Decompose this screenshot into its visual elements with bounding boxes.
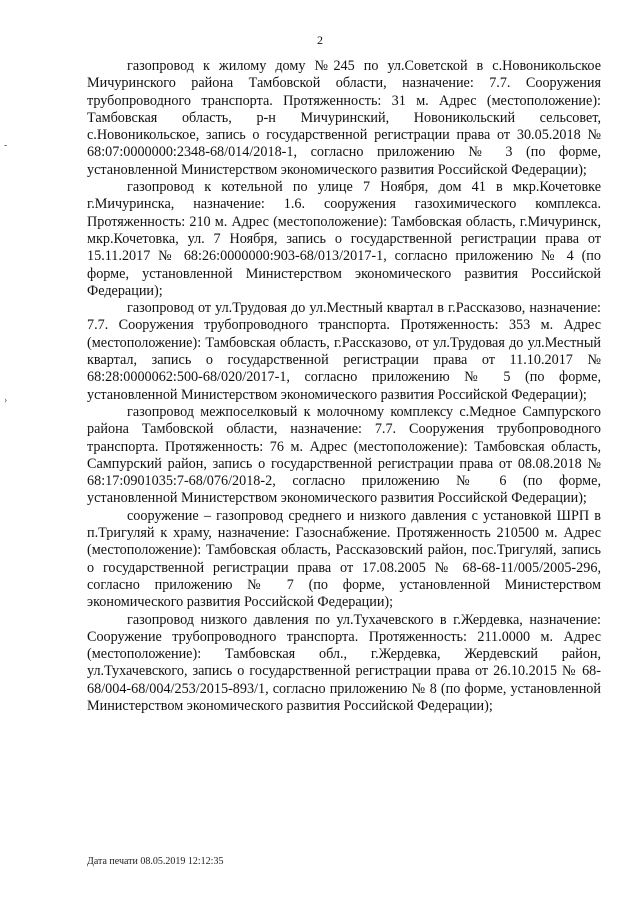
page-number: 2 bbox=[317, 33, 323, 47]
paragraph-item: сооружение – газопровод среднего и низкого давления с установкой ШРП в п.Тригуляй к храму, назначение: Газоснабжение. Протяженность 210500 м. Адрес (местоположение): Тамбовская область, Рассказовский район, пос.Тригуляй, запись о государственной регистрации права от 17.08.2005 № 68-68-11/005/2005-296, согласно приложению № 7 (по форме, установленной Министерством экономического развития Российской Федерации); bbox=[87, 507, 601, 611]
paragraph-item: газопровод низкого давления по ул.Тухачевского в г.Жердевка, назначение: Сооружение трубопроводного транспорта. Протяженность: 211.0000 м. Адрес (местоположение): Тамбовская обл., г.Жердевка, Жердевский район, ул.Тухачевского, запись о государственной регистрации права от 26.10.2015 № 68-68/004-68/004/253/2015-893/1, согласно приложению № 8 (по форме, установленной Министерством экономического развития Российской Федерации); bbox=[87, 611, 601, 714]
margin-mark: - bbox=[4, 140, 8, 151]
paragraph-item: газопровод от ул.Трудовая до ул.Местный квартал в г.Рассказово, назначение: 7.7. Сооружения трубопроводного транспорта. Протяженность: 353 м. Адрес (местоположение): Тамбовская область, г.Рассказово, от ул.Трудовая до ул.Местный квартал, запись о государственной регистрации права от 11.10.2017 № 68:28:0000062:500-68/020/2017-1, согласно приложению № 5 (по форме, установленной Министерством экономического развития Российской Федерации); bbox=[87, 300, 601, 403]
paragraph-item: газопровод межпоселковый к молочному комплексу с.Медное Сампурского района Тамбовской области, назначение: 7.7. Сооружения трубопроводного транспорта. Протяженность: 76 м. Адрес (местоположение): Тамбовская область, Сампурский район, запись о государственной регистрации права от 08.08.2018 № 68:17:0901035:7-68/076/2018-2, согласно приложению № 6 (по форме, установленной Министерством экономического развития Российской Федерации); bbox=[87, 403, 601, 507]
document-body bbox=[87, 58, 601, 715]
paragraph-item: газопровод к жилому дому №245 по ул.Советской в с.Новоникольское Мичуринского района Тамбовской области, назначение: 7.7. Сооружения трубопроводного транспорта. Протяженность: 31 м. Адрес (местоположение): Тамбовская область, р-н Мичуринский, Новоникольский сельсовет, с.Новоникольское, запись о государственной регистрации права от 30.05.2018 № 68:07:0000000:2348-68/014/2018-1, согласно приложению № 3 (по форме, установленной Министерством экономического развития Российской Федерации); bbox=[87, 58, 601, 178]
paragraph-item: газопровод к котельной по улице 7 Ноября, дом 41 в мкр.Кочетовке г.Мичуринска, назначение: 1.6. сооружения газохимического комплекса. Протяженность: 210 м. Адрес (местоположение): Тамбовская область, г.Мичуринск, мкр.Кочетовка, ул. 7 Ноября, запись о государственной регистрации права от 15.11.2017 № 68:26:0000000:903-68/013/2017-1, согласно приложению № 4 (по форме, установленной Министерством экономического развития Российской Федерации); bbox=[87, 179, 601, 299]
print-date-footer: Дата печати 08.05.2019 12:12:35 bbox=[87, 856, 224, 867]
margin-mark: › bbox=[4, 395, 8, 406]
